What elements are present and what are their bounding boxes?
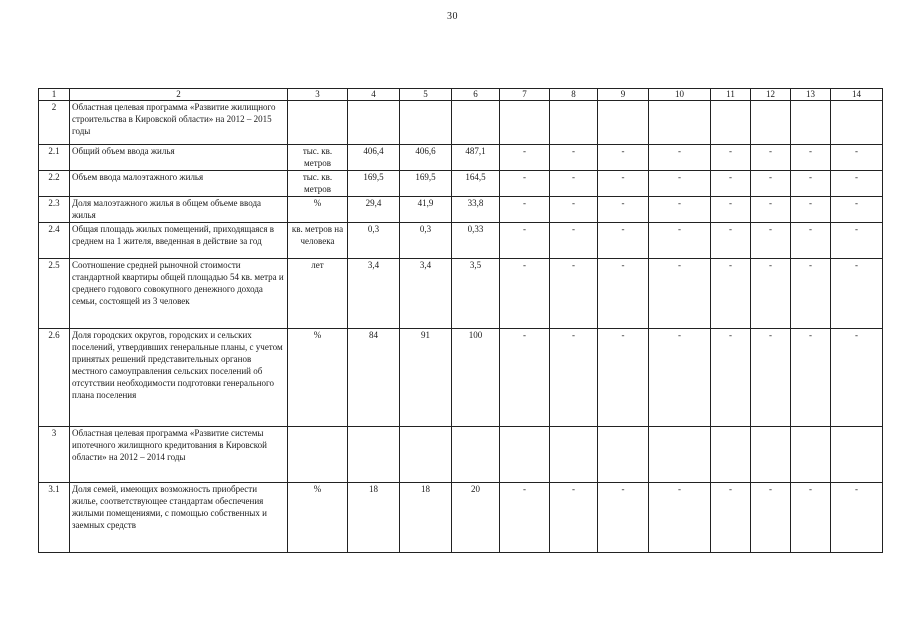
value-cell xyxy=(452,101,500,145)
dash-cell: - xyxy=(831,197,883,223)
dash-cell: - xyxy=(649,145,711,171)
dash-cell xyxy=(550,101,598,145)
dash-cell: - xyxy=(831,145,883,171)
dash-cell: - xyxy=(649,223,711,259)
column-header-9: 9 xyxy=(598,89,649,101)
indicator-name: Областная целевая программа «Развитие жилищного строительства в Кировской области» на 2012 – 2015 годы xyxy=(70,101,288,145)
unit-cell: лет xyxy=(288,259,348,329)
row-number: 3.1 xyxy=(39,483,70,553)
row-number: 2.3 xyxy=(39,197,70,223)
dash-cell: - xyxy=(598,259,649,329)
dash-cell: - xyxy=(711,223,751,259)
dash-cell: - xyxy=(791,171,831,197)
table-header-row xyxy=(39,89,883,101)
dash-cell: - xyxy=(831,329,883,427)
column-header-6: 6 xyxy=(452,89,500,101)
value-cell: 487,1 xyxy=(452,145,500,171)
value-cell: 18 xyxy=(400,483,452,553)
dash-cell: - xyxy=(649,197,711,223)
dash-cell xyxy=(500,427,550,483)
column-header-14: 14 xyxy=(831,89,883,101)
dash-cell: - xyxy=(831,171,883,197)
unit-cell: кв. метров на человека xyxy=(288,223,348,259)
indicator-name: Областная целевая программа «Развитие системы ипотечного жилищного кредитования в Кировской области» на 2012 – 2014 годы xyxy=(70,427,288,483)
dash-cell xyxy=(500,101,550,145)
table-row xyxy=(39,483,883,553)
dash-cell: - xyxy=(711,145,751,171)
indicator-name: Доля семей, имеющих возможность приобрести жилье, соответствующее стандартам обеспечения жилыми помещениями, с помощью собственных и заемных средств xyxy=(70,483,288,553)
dash-cell: - xyxy=(550,259,598,329)
value-cell: 84 xyxy=(348,329,400,427)
dash-cell xyxy=(751,427,791,483)
dash-cell: - xyxy=(751,171,791,197)
dash-cell: - xyxy=(598,483,649,553)
column-header-11: 11 xyxy=(711,89,751,101)
dash-cell: - xyxy=(500,145,550,171)
dash-cell: - xyxy=(791,145,831,171)
dash-cell xyxy=(831,101,883,145)
dash-cell: - xyxy=(500,197,550,223)
unit-cell: тыс. кв. метров xyxy=(288,145,348,171)
dash-cell: - xyxy=(711,483,751,553)
value-cell: 91 xyxy=(400,329,452,427)
unit-cell: % xyxy=(288,483,348,553)
dash-cell xyxy=(751,101,791,145)
indicator-name: Доля малоэтажного жилья в общем объеме ввода жилья xyxy=(70,197,288,223)
unit-cell: % xyxy=(288,329,348,427)
row-number: 2 xyxy=(39,101,70,145)
value-cell xyxy=(400,427,452,483)
dash-cell: - xyxy=(550,329,598,427)
value-cell: 0,3 xyxy=(400,223,452,259)
dash-cell: - xyxy=(711,197,751,223)
dash-cell xyxy=(711,427,751,483)
column-header-4: 4 xyxy=(348,89,400,101)
row-number: 2.1 xyxy=(39,145,70,171)
value-cell xyxy=(452,427,500,483)
value-cell xyxy=(400,101,452,145)
dash-cell: - xyxy=(598,145,649,171)
column-header-13: 13 xyxy=(791,89,831,101)
value-cell: 100 xyxy=(452,329,500,427)
dash-cell: - xyxy=(598,171,649,197)
row-number: 3 xyxy=(39,427,70,483)
column-header-7: 7 xyxy=(500,89,550,101)
value-cell: 3,4 xyxy=(348,259,400,329)
value-cell: 20 xyxy=(452,483,500,553)
dash-cell xyxy=(791,427,831,483)
value-cell: 29,4 xyxy=(348,197,400,223)
dash-cell: - xyxy=(598,329,649,427)
dash-cell: - xyxy=(500,223,550,259)
page-number: 30 xyxy=(447,11,458,22)
dash-cell: - xyxy=(550,197,598,223)
table-row xyxy=(39,427,883,483)
dash-cell: - xyxy=(500,483,550,553)
dash-cell: - xyxy=(711,171,751,197)
indicator-table xyxy=(38,88,883,553)
unit-cell: тыс. кв. метров xyxy=(288,171,348,197)
dash-cell: - xyxy=(711,329,751,427)
value-cell: 18 xyxy=(348,483,400,553)
value-cell: 169,5 xyxy=(400,171,452,197)
value-cell: 0,3 xyxy=(348,223,400,259)
dash-cell: - xyxy=(751,197,791,223)
dash-cell: - xyxy=(500,171,550,197)
value-cell: 33,8 xyxy=(452,197,500,223)
column-header-8: 8 xyxy=(550,89,598,101)
dash-cell: - xyxy=(751,145,791,171)
table-row xyxy=(39,223,883,259)
row-number: 2.2 xyxy=(39,171,70,197)
table-row xyxy=(39,145,883,171)
dash-cell: - xyxy=(500,329,550,427)
column-header-12: 12 xyxy=(751,89,791,101)
indicator-name: Общая площадь жилых помещений, приходящаяся в среднем на 1 жителя, введенная в действие за год xyxy=(70,223,288,259)
unit-cell xyxy=(288,427,348,483)
table-row xyxy=(39,171,883,197)
dash-cell xyxy=(711,101,751,145)
dash-cell: - xyxy=(791,259,831,329)
table-row xyxy=(39,197,883,223)
indicator-name: Доля городских округов, городских и сельских поселений, утвердивших генеральные планы, с учетом принятых решений представительных органов местного самоуправления сельских поселений об отсутствии необходимости подготовки генерального плана поселения xyxy=(70,329,288,427)
indicator-name: Общий объем ввода жилья xyxy=(70,145,288,171)
column-header-10: 10 xyxy=(649,89,711,101)
column-header-5: 5 xyxy=(400,89,452,101)
value-cell: 406,4 xyxy=(348,145,400,171)
value-cell: 406,6 xyxy=(400,145,452,171)
dash-cell: - xyxy=(751,223,791,259)
value-cell: 169,5 xyxy=(348,171,400,197)
table-row xyxy=(39,101,883,145)
dash-cell: - xyxy=(649,259,711,329)
value-cell xyxy=(348,427,400,483)
dash-cell: - xyxy=(711,259,751,329)
value-cell: 164,5 xyxy=(452,171,500,197)
value-cell: 41,9 xyxy=(400,197,452,223)
dash-cell xyxy=(649,427,711,483)
dash-cell: - xyxy=(791,197,831,223)
row-number: 2.4 xyxy=(39,223,70,259)
dash-cell: - xyxy=(550,171,598,197)
dash-cell xyxy=(598,427,649,483)
unit-cell xyxy=(288,101,348,145)
table-row xyxy=(39,329,883,427)
dash-cell: - xyxy=(751,329,791,427)
dash-cell xyxy=(791,101,831,145)
dash-cell: - xyxy=(598,197,649,223)
column-header-1: 1 xyxy=(39,89,70,101)
dash-cell: - xyxy=(791,483,831,553)
dash-cell xyxy=(649,101,711,145)
dash-cell xyxy=(598,101,649,145)
dash-cell: - xyxy=(598,223,649,259)
dash-cell: - xyxy=(550,483,598,553)
dash-cell: - xyxy=(791,223,831,259)
indicator-name: Соотношение средней рыночной стоимости стандартной квартиры общей площадью 54 кв. метра и среднего годового совокупного денежного дохода семьи, состоящей из 3 человек xyxy=(70,259,288,329)
table-row xyxy=(39,259,883,329)
column-header-3: 3 xyxy=(288,89,348,101)
dash-cell: - xyxy=(751,259,791,329)
dash-cell: - xyxy=(550,145,598,171)
dash-cell: - xyxy=(500,259,550,329)
indicator-name: Объем ввода малоэтажного жилья xyxy=(70,171,288,197)
dash-cell: - xyxy=(649,171,711,197)
dash-cell: - xyxy=(831,259,883,329)
dash-cell: - xyxy=(831,483,883,553)
value-cell: 0,33 xyxy=(452,223,500,259)
dash-cell: - xyxy=(550,223,598,259)
dash-cell xyxy=(550,427,598,483)
dash-cell: - xyxy=(751,483,791,553)
row-number: 2.6 xyxy=(39,329,70,427)
dash-cell xyxy=(831,427,883,483)
dash-cell: - xyxy=(831,223,883,259)
dash-cell: - xyxy=(649,329,711,427)
dash-cell: - xyxy=(649,483,711,553)
column-header-2: 2 xyxy=(70,89,288,101)
value-cell xyxy=(348,101,400,145)
unit-cell: % xyxy=(288,197,348,223)
value-cell: 3,5 xyxy=(452,259,500,329)
value-cell: 3,4 xyxy=(400,259,452,329)
dash-cell: - xyxy=(791,329,831,427)
row-number: 2.5 xyxy=(39,259,70,329)
